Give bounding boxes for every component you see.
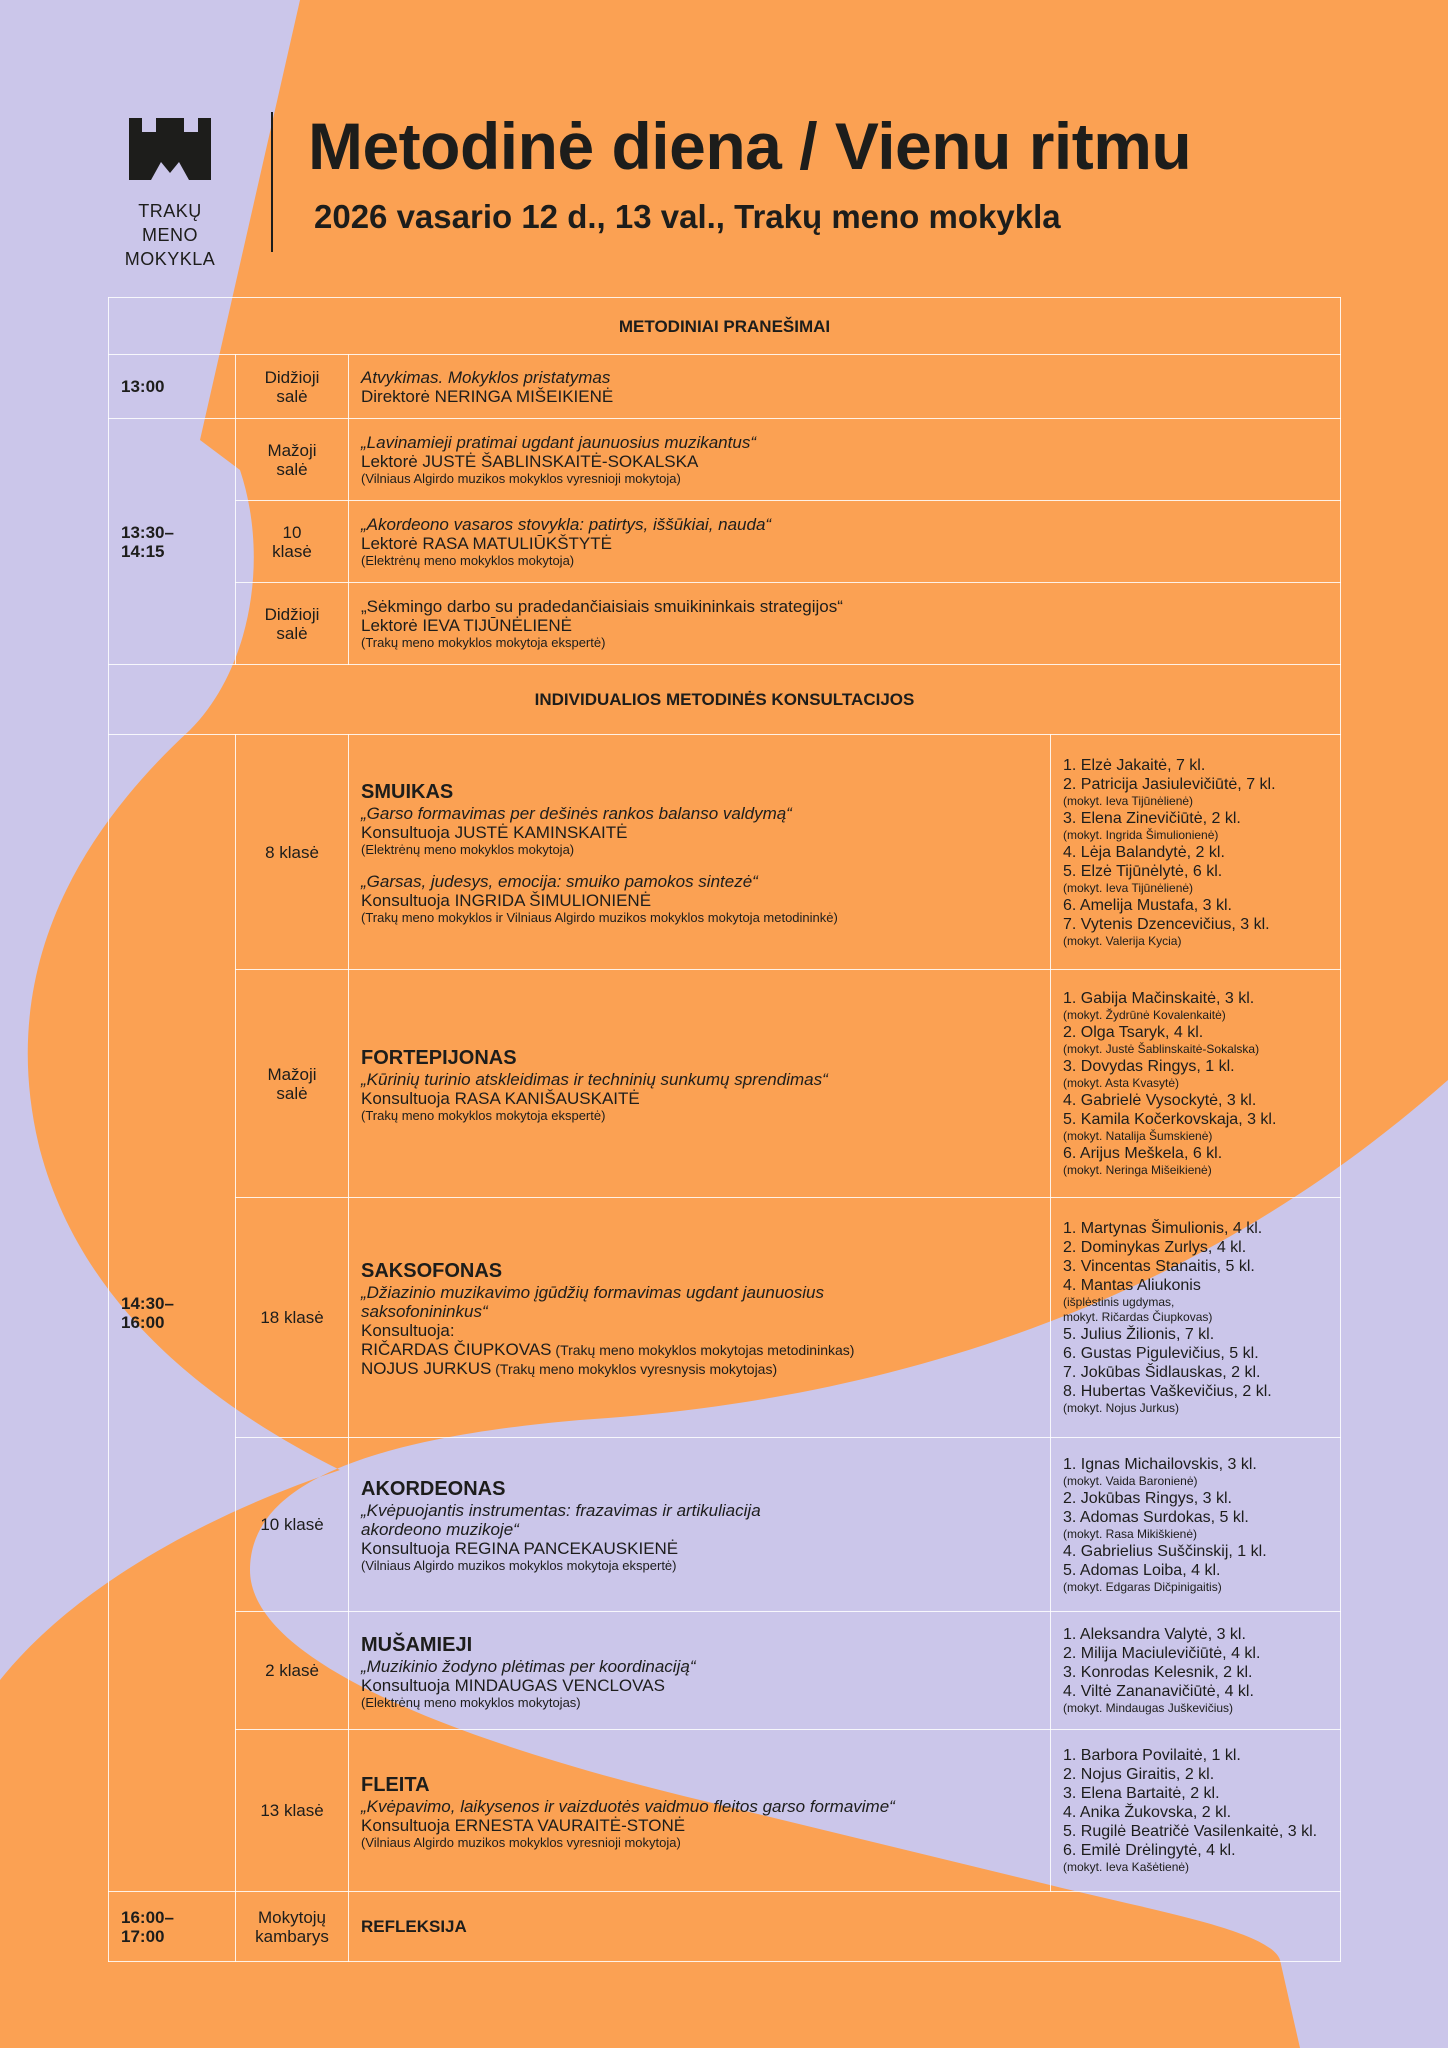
text-span: 1. Aleksandra Valytė	[1063, 1626, 1208, 1643]
text-span: , 2 kl.	[1192, 1804, 1232, 1821]
text-span: 2. Nojus Giraitis	[1063, 1766, 1176, 1783]
teacher-note: (mokyt. Justė Šablinskaitė-Sokalska)	[1063, 1042, 1260, 1056]
text-span: , 6 kl.	[1183, 1145, 1223, 1162]
student-item	[1063, 1023, 1328, 1042]
teacher-note: (mokyt. Ingrida Šimulionienė)	[1063, 827, 1219, 842]
time-text: 13:30–	[121, 522, 174, 542]
text-span: 3. Vincentas Stanaitis	[1063, 1258, 1217, 1275]
table-row	[109, 419, 1341, 501]
students-cell	[1051, 1730, 1341, 1892]
teacher-note: (mokyt. Žydrūnė Kovalenkaitė)	[1063, 1008, 1226, 1022]
text-span: 5. Kamila Kočerkovskaja	[1063, 1111, 1239, 1128]
text-span: , 2 kl.	[1175, 1766, 1215, 1783]
school-logo	[110, 118, 230, 271]
room-cell	[236, 1892, 349, 1962]
student-item	[1063, 1803, 1328, 1822]
instrument-title: SAKSOFONAS	[361, 1260, 503, 1282]
text-span: , 6 kl.	[1183, 862, 1223, 880]
consultation-topic: „Džiazinio muzikavimo įgūdžių formavimas ugdant jaunuosius	[361, 1283, 824, 1302]
room-line: salė	[276, 459, 308, 479]
table-row	[109, 970, 1341, 1198]
text-span: 7. Jokūbas Šidlauskas	[1063, 1364, 1223, 1381]
student-item	[1063, 896, 1328, 915]
consultant	[361, 1359, 1038, 1378]
event-topic: „Lavinamieji pratimai ugdant jaunuosius muzikantus“	[361, 432, 756, 452]
text-span: 4. Gabrielė Vysockytė	[1063, 1092, 1219, 1109]
section-heading-consultations: INDIVIDUALIOS METODINĖS KONSULTACIJOS	[109, 665, 1341, 735]
room-line: Didžioji	[264, 604, 320, 624]
event-topic: „Sėkmingo darbo su pradedančiaisiais smuikininkais strategijos“	[361, 596, 843, 616]
student-item	[1063, 862, 1328, 881]
student-item	[1063, 989, 1328, 1008]
table-row	[109, 735, 1341, 970]
text-span: 2. Jokūbas Ringys	[1063, 1489, 1194, 1507]
consultation-topic: „Garso formavimas per dešinės rankos balanso valdymą“	[361, 804, 792, 823]
consultation-topic: akordeono muzikoje“	[361, 1520, 519, 1539]
consultant: Konsultuoja INGRIDA ŠIMULIONIENĖ	[361, 891, 652, 910]
text-span: , 1 kl.	[1228, 1542, 1267, 1560]
consultation-cell	[349, 1438, 1051, 1612]
text-span: 5. Rugilė Beatričė Vasilenkaitė	[1063, 1823, 1279, 1840]
text-span: RIČARDAS ČIUPKOVAS	[361, 1340, 552, 1359]
room-cell	[236, 419, 349, 501]
student-item	[1063, 809, 1328, 828]
teacher-note: (mokyt. Rasa Mikiškienė)	[1063, 1526, 1198, 1541]
text-span: , 2 kl.	[1202, 809, 1241, 827]
consultation-cell	[349, 735, 1051, 970]
time-cell	[109, 1892, 236, 1962]
instrument-title: FORTEPIJONAS	[361, 1046, 517, 1069]
teacher-note: (išplėstinis ugdymas,	[1063, 1295, 1175, 1309]
consultant: Konsultuoja REGINA PANCEKAUSKIENĖ	[361, 1539, 679, 1558]
teacher-note: (mokyt. Natalija Šumskienė)	[1063, 1129, 1213, 1143]
consultation-cell	[349, 1612, 1051, 1730]
consultant-note: (Trakų meno mokyklos mokytoja ekspertė)	[361, 1107, 606, 1123]
text-span: 7. Vytenis Dzencevičius	[1063, 915, 1232, 933]
page-subtitle: 2026 vasario 12 d., 13 val., Trakų meno mokykla	[314, 198, 1061, 235]
consultant-note: (Vilniaus Algirdo muzikos mokyklos vyresnioji mokytoja)	[361, 1834, 681, 1850]
instrument-title: FLEITA	[361, 1773, 430, 1796]
schedule-table	[108, 297, 1341, 1962]
teacher-note: (mokyt. Valerija Kycia)	[1063, 933, 1182, 948]
text-span: 1. Martynas Šimulionis	[1063, 1220, 1224, 1237]
student-item	[1063, 1344, 1328, 1363]
consultant-note: (Elektrėnų meno mokyklos mokytojas)	[361, 1694, 581, 1710]
text-span: , 5 kl.	[1210, 1508, 1249, 1526]
text-span: 1. Elzė Jakaitė	[1063, 756, 1168, 774]
table-row	[109, 501, 1341, 583]
room-line: Mokytojų	[257, 1907, 327, 1927]
text-span: , 2 kl.	[1233, 1383, 1272, 1400]
instrument-title: AKORDEONAS	[361, 1478, 506, 1500]
table-row	[109, 1892, 1341, 1962]
text-span: 6. Emilė Drėlingytė	[1063, 1842, 1198, 1859]
event-topic: „Akordeono vasaros stovykla: patirtys, iššūkiai, nauda“	[361, 514, 772, 534]
text-span: 2. Olga Tsaryk	[1063, 1024, 1165, 1041]
students-cell	[1051, 1438, 1341, 1612]
student-item	[1063, 1144, 1328, 1163]
teacher-note: (mokyt. Nojus Jurkus)	[1063, 1401, 1180, 1415]
student-item	[1063, 1219, 1328, 1238]
consultant: Konsultuoja:	[361, 1321, 455, 1340]
student-item	[1063, 1841, 1328, 1860]
text-span: , 2 kl.	[1214, 1664, 1253, 1681]
student-item	[1063, 1644, 1328, 1663]
room-cell	[236, 501, 349, 583]
room-cell	[236, 583, 349, 665]
event-cell	[349, 583, 1341, 665]
teacher-note: (mokyt. Ieva Tijūnėlienė)	[1063, 880, 1194, 895]
room-line: salė	[276, 1083, 308, 1103]
student-item	[1063, 843, 1328, 862]
student-item: 4. Mantas Aliukonis	[1063, 1277, 1201, 1294]
reflection-label: REFLEKSIJA	[349, 1892, 1341, 1962]
text-span: 1. Gabija Mačinskaitė	[1063, 990, 1216, 1007]
students-cell	[1051, 1612, 1341, 1730]
student-item	[1063, 1057, 1328, 1076]
consultant-note: (Vilniaus Algirdo muzikos mokyklos mokytoja ekspertė)	[361, 1558, 677, 1573]
room-line: salė	[276, 386, 308, 406]
text-span: 2. Patricija Jasiulevičiūtė	[1063, 775, 1238, 793]
text-span: , 3 kl.	[1207, 1626, 1246, 1643]
text-span: , 3 kl.	[1193, 896, 1232, 914]
time-text: 16:00–	[121, 1907, 174, 1927]
room-cell	[236, 355, 349, 419]
text-span: 1. Ignas Michailovskis	[1063, 1455, 1219, 1473]
students-cell	[1051, 735, 1341, 970]
time-text: 17:00	[121, 1926, 165, 1946]
teacher-note: (mokyt. Edgaras Dičpinigaitis)	[1063, 1579, 1222, 1594]
student-item	[1063, 915, 1328, 934]
text-span: , 2 kl.	[1186, 843, 1225, 861]
time-cell	[109, 419, 236, 665]
text-span: , 3 kl.	[1218, 1455, 1257, 1473]
room-line: Didžioji	[264, 367, 320, 387]
text-span: , 4 kl.	[1197, 1842, 1236, 1859]
room-cell: 8 klasė	[236, 735, 349, 970]
text-span: , 5 kl.	[1216, 1258, 1255, 1275]
text-span: , 7 kl.	[1175, 1326, 1215, 1343]
logo-line-1: TRAKŲ MENO	[138, 201, 202, 245]
text-span: , 1 kl.	[1196, 1058, 1235, 1075]
text-span: (Trakų meno mokyklos vyresnysis mokytojas)	[491, 1361, 778, 1377]
time-cell	[109, 735, 236, 1892]
event-speaker: Lektorė IEVA TIJŪNĖLIENĖ	[361, 615, 573, 635]
text-span: , 4 kl.	[1164, 1024, 1204, 1041]
student-item	[1063, 1382, 1328, 1401]
time-cell	[109, 355, 236, 419]
crown-icon	[129, 118, 211, 180]
consultation-topic: „Kvėpavimo, laikysenos ir vaizduotės vaidmuo fleitos garso formavime“	[361, 1796, 895, 1816]
student-item	[1063, 1542, 1328, 1561]
student-item	[1063, 1257, 1328, 1276]
consultation-cell	[349, 1730, 1051, 1892]
text-span: 3. Adomas Surdokas	[1063, 1508, 1211, 1526]
text-span: , 3 kl.	[1238, 1111, 1277, 1128]
room-line: Mažoji	[267, 440, 317, 460]
text-span: , 5 kl.	[1220, 1345, 1259, 1362]
text-span: , 4 kl.	[1222, 1645, 1261, 1662]
text-span: , 3 kl.	[1218, 1092, 1257, 1109]
text-span: , 3 kl.	[1231, 915, 1270, 933]
event-note: (Vilniaus Algirdo muzikos mokyklos vyresnioji mokytoja)	[361, 470, 681, 486]
text-span: 4. Lėja Balandytė	[1063, 843, 1187, 861]
text-span: 2. Milija Maciulevičiūtė	[1063, 1645, 1223, 1662]
text-span: 3. Konrodas Kelesnik	[1063, 1664, 1215, 1681]
section-heading-presentations: METODINIAI PRANEŠIMAI	[109, 298, 1341, 355]
students-cell	[1051, 1198, 1341, 1438]
text-span: 4. Anika Žukovska	[1063, 1804, 1193, 1821]
consultation-topic: „Muzikinio žodyno plėtimas per koordinaciją“	[361, 1656, 696, 1676]
table-row	[109, 1612, 1341, 1730]
teacher-note: (mokyt. Neringa Mišeikienė)	[1063, 1163, 1212, 1177]
text-span: 3. Dovydas Ringys	[1063, 1058, 1197, 1075]
student-item	[1063, 1238, 1328, 1257]
consultant: Konsultuoja RASA KANIŠAUSKAITĖ	[361, 1088, 640, 1108]
table-row	[109, 1730, 1341, 1892]
text-span: 6. Amelija Mustafa	[1063, 896, 1194, 914]
event-cell	[349, 419, 1341, 501]
consultant: Konsultuoja MINDAUGAS VENCLOVAS	[361, 1675, 665, 1695]
text-span: , 3 kl.	[1193, 1489, 1232, 1507]
room-cell: 2 klasė	[236, 1612, 349, 1730]
consultation-topic: saksofonininkus“	[361, 1302, 488, 1321]
time-text: 14:15	[121, 541, 165, 561]
text-span: 6. Arijus Meškela	[1063, 1145, 1184, 1162]
consultation-topic: „Garsas, judesys, emocija: smuiko pamokos sintezė“	[361, 872, 758, 891]
room-cell: 10 klasė	[236, 1438, 349, 1612]
time-text: 13:00	[121, 377, 165, 396]
student-item	[1063, 1822, 1328, 1841]
consultant: Konsultuoja ERNESTA VAURAITĖ-STONĖ	[361, 1815, 686, 1835]
student-item	[1063, 1682, 1328, 1701]
section-row	[109, 298, 1341, 355]
student-item	[1063, 1663, 1328, 1682]
room-line: Mažoji	[267, 1064, 317, 1084]
event-note: (Elektrėnų meno mokyklos mokytoja)	[361, 552, 575, 568]
instrument-title: SMUIKAS	[361, 781, 454, 803]
student-item	[1063, 1625, 1328, 1644]
spacer	[361, 858, 1038, 872]
section-row	[109, 665, 1341, 735]
student-item	[1063, 1091, 1328, 1110]
student-item	[1063, 1561, 1328, 1580]
text-span: 4. Gabrielius Suščinskij	[1063, 1542, 1229, 1560]
consultation-topic: „Kūrinių turinio atskleidimas ir techninių sunkumų sprendimas“	[361, 1069, 828, 1089]
event-cell	[349, 355, 1341, 419]
teacher-note: (mokyt. Vaida Baronienė)	[1063, 1473, 1198, 1488]
room-cell: 18 klasė	[236, 1198, 349, 1438]
table-row	[109, 355, 1341, 419]
event-speaker: Lektorė JUSTĖ ŠABLINSKAITĖ-SOKALSKA	[361, 451, 699, 471]
text-span: , 7 kl.	[1237, 775, 1276, 793]
student-item	[1063, 1746, 1328, 1765]
text-span: , 2 kl.	[1181, 1785, 1220, 1802]
teacher-note: (mokyt. Ieva Tijūnėlienė)	[1063, 793, 1194, 808]
student-item	[1063, 1784, 1328, 1803]
student-item	[1063, 775, 1328, 794]
text-span: 3. Elena Bartaitė	[1063, 1785, 1182, 1802]
text-span: , 4 kl.	[1207, 1239, 1247, 1256]
text-span: , 1 kl.	[1202, 1747, 1241, 1764]
text-span: 2. Dominykas Zurlys	[1063, 1239, 1208, 1256]
student-item	[1063, 1110, 1328, 1129]
page-title: Metodinė diena / Vienu ritmu	[308, 109, 1192, 183]
text-span: 5. Adomas Loiba	[1063, 1561, 1183, 1579]
time-text: 14:30–	[121, 1294, 174, 1313]
event-topic: Atvykimas. Mokyklos pristatymas	[361, 367, 611, 387]
consultant	[361, 1340, 1038, 1359]
table-row	[109, 1438, 1341, 1612]
consultant-note: (Trakų meno mokyklos ir Vilniaus Algirdo muzikos mokyklos mokytoja metodininkė)	[361, 910, 838, 925]
student-item	[1063, 1508, 1328, 1527]
text-span: 5. Elzė Tijūnėlytė	[1063, 862, 1184, 880]
text-span: 8. Hubertas Vaškevičius	[1063, 1383, 1234, 1400]
student-item	[1063, 756, 1328, 775]
logo-line-2: MOKYKLA	[124, 249, 216, 269]
text-span: 1. Barbora Povilaitė	[1063, 1747, 1203, 1764]
text-span: , 4 kl.	[1182, 1561, 1221, 1579]
text-span: , 2 kl.	[1222, 1364, 1261, 1381]
room-cell: 13 klasė	[236, 1730, 349, 1892]
teacher-note: (mokyt. Mindaugas Juškevičius)	[1063, 1701, 1234, 1715]
teacher-note: mokyt. Ričardas Čiupkovas)	[1063, 1310, 1213, 1324]
room-cell	[236, 970, 349, 1198]
event-note: (Trakų meno mokyklos mokytoja ekspertė)	[361, 634, 606, 650]
students-cell	[1051, 970, 1341, 1198]
consultation-topic: „Kvėpuojantis instrumentas: frazavimas ir artikuliacija	[361, 1501, 761, 1520]
consultant: Konsultuoja JUSTĖ KAMINSKAITĖ	[361, 823, 628, 842]
text-span: , 4 kl.	[1223, 1220, 1263, 1237]
header-divider	[271, 112, 273, 252]
event-speaker: Lektorė RASA MATULIŪKŠTYTĖ	[361, 533, 612, 553]
text-span: NOJUS JURKUS	[361, 1359, 492, 1378]
text-span: 3. Elena Zinevičiūtė	[1063, 809, 1203, 827]
consultation-cell	[349, 1198, 1051, 1438]
consultant-note: (Elektrėnų meno mokyklos mokytoja)	[361, 842, 575, 857]
text-span: (Trakų meno mokyklos mokytojas metodininkas)	[551, 1342, 855, 1358]
student-item	[1063, 1325, 1328, 1344]
text-span: 5. Julius Žilionis	[1063, 1326, 1176, 1343]
room-line: klasė	[272, 541, 312, 561]
student-item	[1063, 1363, 1328, 1382]
room-line: kambarys	[255, 1926, 329, 1946]
event-cell	[349, 501, 1341, 583]
instrument-title: MUŠAMIEJI	[361, 1633, 473, 1656]
student-item	[1063, 1489, 1328, 1508]
consultation-cell	[349, 970, 1051, 1198]
text-span: , 7 kl.	[1167, 756, 1206, 774]
student-item	[1063, 1455, 1328, 1474]
text-span: 4. Viltė Zananavičiūtė	[1063, 1683, 1216, 1700]
table-row	[109, 583, 1341, 665]
time-text: 16:00	[121, 1313, 165, 1332]
table-row	[109, 1198, 1341, 1438]
text-span: , 3 kl.	[1215, 990, 1255, 1007]
text-span: , 3 kl.	[1278, 1823, 1318, 1840]
teacher-note: (mokyt. Ieva Kašėtienė)	[1063, 1860, 1190, 1874]
student-item	[1063, 1765, 1328, 1784]
text-span: , 4 kl.	[1215, 1683, 1254, 1700]
event-speaker: Direktorė NERINGA MIŠEIKIENĖ	[361, 386, 614, 406]
room-line: 10	[282, 522, 302, 542]
text-span: 6. Gustas Pigulevičius	[1063, 1345, 1221, 1362]
teacher-note: (mokyt. Asta Kvasytė)	[1063, 1076, 1180, 1090]
room-line: salė	[276, 623, 308, 643]
